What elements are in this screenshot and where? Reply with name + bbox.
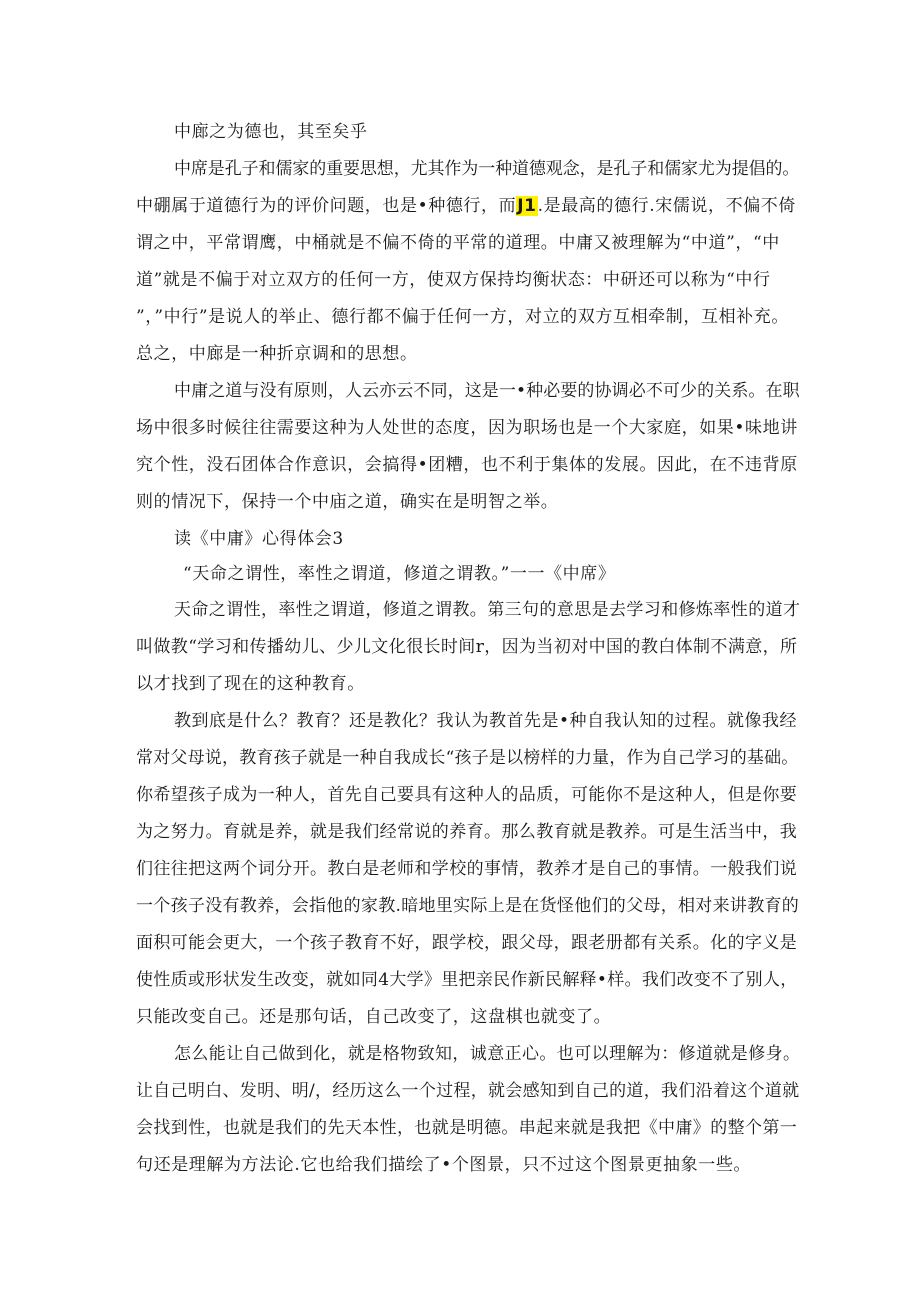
text-line: 总之，中廊是一种折京调和的思想。: [136, 344, 418, 364]
text-line: 使性质或形状发生改变，就如同4大学》里把亲民作新民解释•样。我们改变不了别人，: [136, 970, 798, 990]
text-line: 面积可能会更大，一个孩子教育不好，跟学校，跟父母，跟老册都有关系。化的字义是: [136, 933, 798, 953]
text-line: 谓之中，平常谓鹰，中桶就是不偏不倚的平常的道理。中庸又被理解为“中道”，“中: [136, 233, 780, 253]
text-line: 中席是孔子和儒家的重要思想，尤其作为一种道德观念，是孔子和儒家尤为提倡的。: [174, 159, 800, 179]
text-segment: .是最高的德行.宋儒说，不偏不倚: [537, 196, 797, 216]
text-line: 究个性，没石团体合作意识，会搞得•团糟，也不利于集体的发展。因此，在不违背原: [136, 455, 798, 475]
section-heading: 读《中庸》心得体会3: [174, 529, 344, 549]
text-line: 中庸之道与没有原则，人云亦云不同，这是一•种必要的协调必不可少的关系。在职: [174, 381, 800, 401]
text-line: 则的情况下，保持一个中庙之道，确实在是明智之举。: [136, 492, 559, 512]
text-line: 常对父母说，教育孩子就是一种自我成长“孩子是以榜样的力量，作为自己学习的基础。: [136, 748, 799, 768]
text-line: 道”就是不偏于对立双方的任何一方，使双方保持均衡状态：中研还可以称为“中行: [136, 270, 771, 290]
text-line: 们往往把这两个词分开。教白是老师和学校的事情，教养才是自己的事情。一般我们说: [136, 859, 798, 879]
text-line: 天命之谓性，率性之谓道，修道之谓教。第三句的意思是去学习和修炼率性的道才: [174, 600, 801, 620]
text-line: 怎么能让自己做到化，就是格物致知，诚意正心。也可以理解为：修道就是修身。: [174, 1044, 801, 1064]
text-line: 只能改变自己。还是那句话，自己改变了，这盘棋也就变了。: [136, 1007, 612, 1027]
text-line: 句还是理解为方法论.它也给我们描绘了•个图景，只不过这个图景更抽象一些。: [136, 1155, 752, 1175]
text-line: 叫做教“学习和传播幼儿、少儿文化很长时间r，因为当初对中国的教白体制不满意，所: [136, 637, 798, 657]
text-line: 你希望孩子成为一种人，首先自己要具有这种人的品质，可能你不是这种人，但是你要: [136, 785, 798, 805]
text-line: [136, 195, 796, 217]
text-line: 让自己明白、发明、明/，经历这么一个过程，就会感知到自己的道，我们沿着这个道就: [136, 1081, 800, 1101]
text-line: 一个孩子没有教养，会指他的家教.暗地里实际上是在货怪他们的父母，相对来讲教育的: [136, 896, 800, 916]
highlighted-text: J1: [517, 196, 537, 216]
quote-line: “天命之谓性，率性之谓道，修道之谓教。”一一《中席》: [183, 564, 616, 584]
text-line: 场中很多时候往往需要这种为人处世的态度，因为职场也是一个大家庭，如果•味地讲: [136, 418, 798, 438]
paragraph-title-line: 中廊之为德也，其至矣乎: [174, 122, 368, 142]
text-line: ”，”中行”是说人的举止、德行都不偏于任何一方，对立的双方互相牵制，互相补充。: [136, 307, 789, 327]
text-line: 为之努力。育就是养，就是我们经常说的养育。那么教育就是教养。可是生活当中，我: [136, 822, 798, 842]
text-segment: 中硼属于道德行为的评价问题，也是•种德行，而: [136, 196, 517, 216]
text-line: 会找到性，也就是我们的先天本性，也就是明德。串起来就是我把《中庸》的整个第一: [136, 1118, 798, 1138]
text-line: 教到底是什么？教育？还是教化？我认为教首先是•种自我认知的过程。就像我经: [174, 711, 798, 731]
text-line: 以才找到了现在的这种教育。: [136, 674, 365, 694]
